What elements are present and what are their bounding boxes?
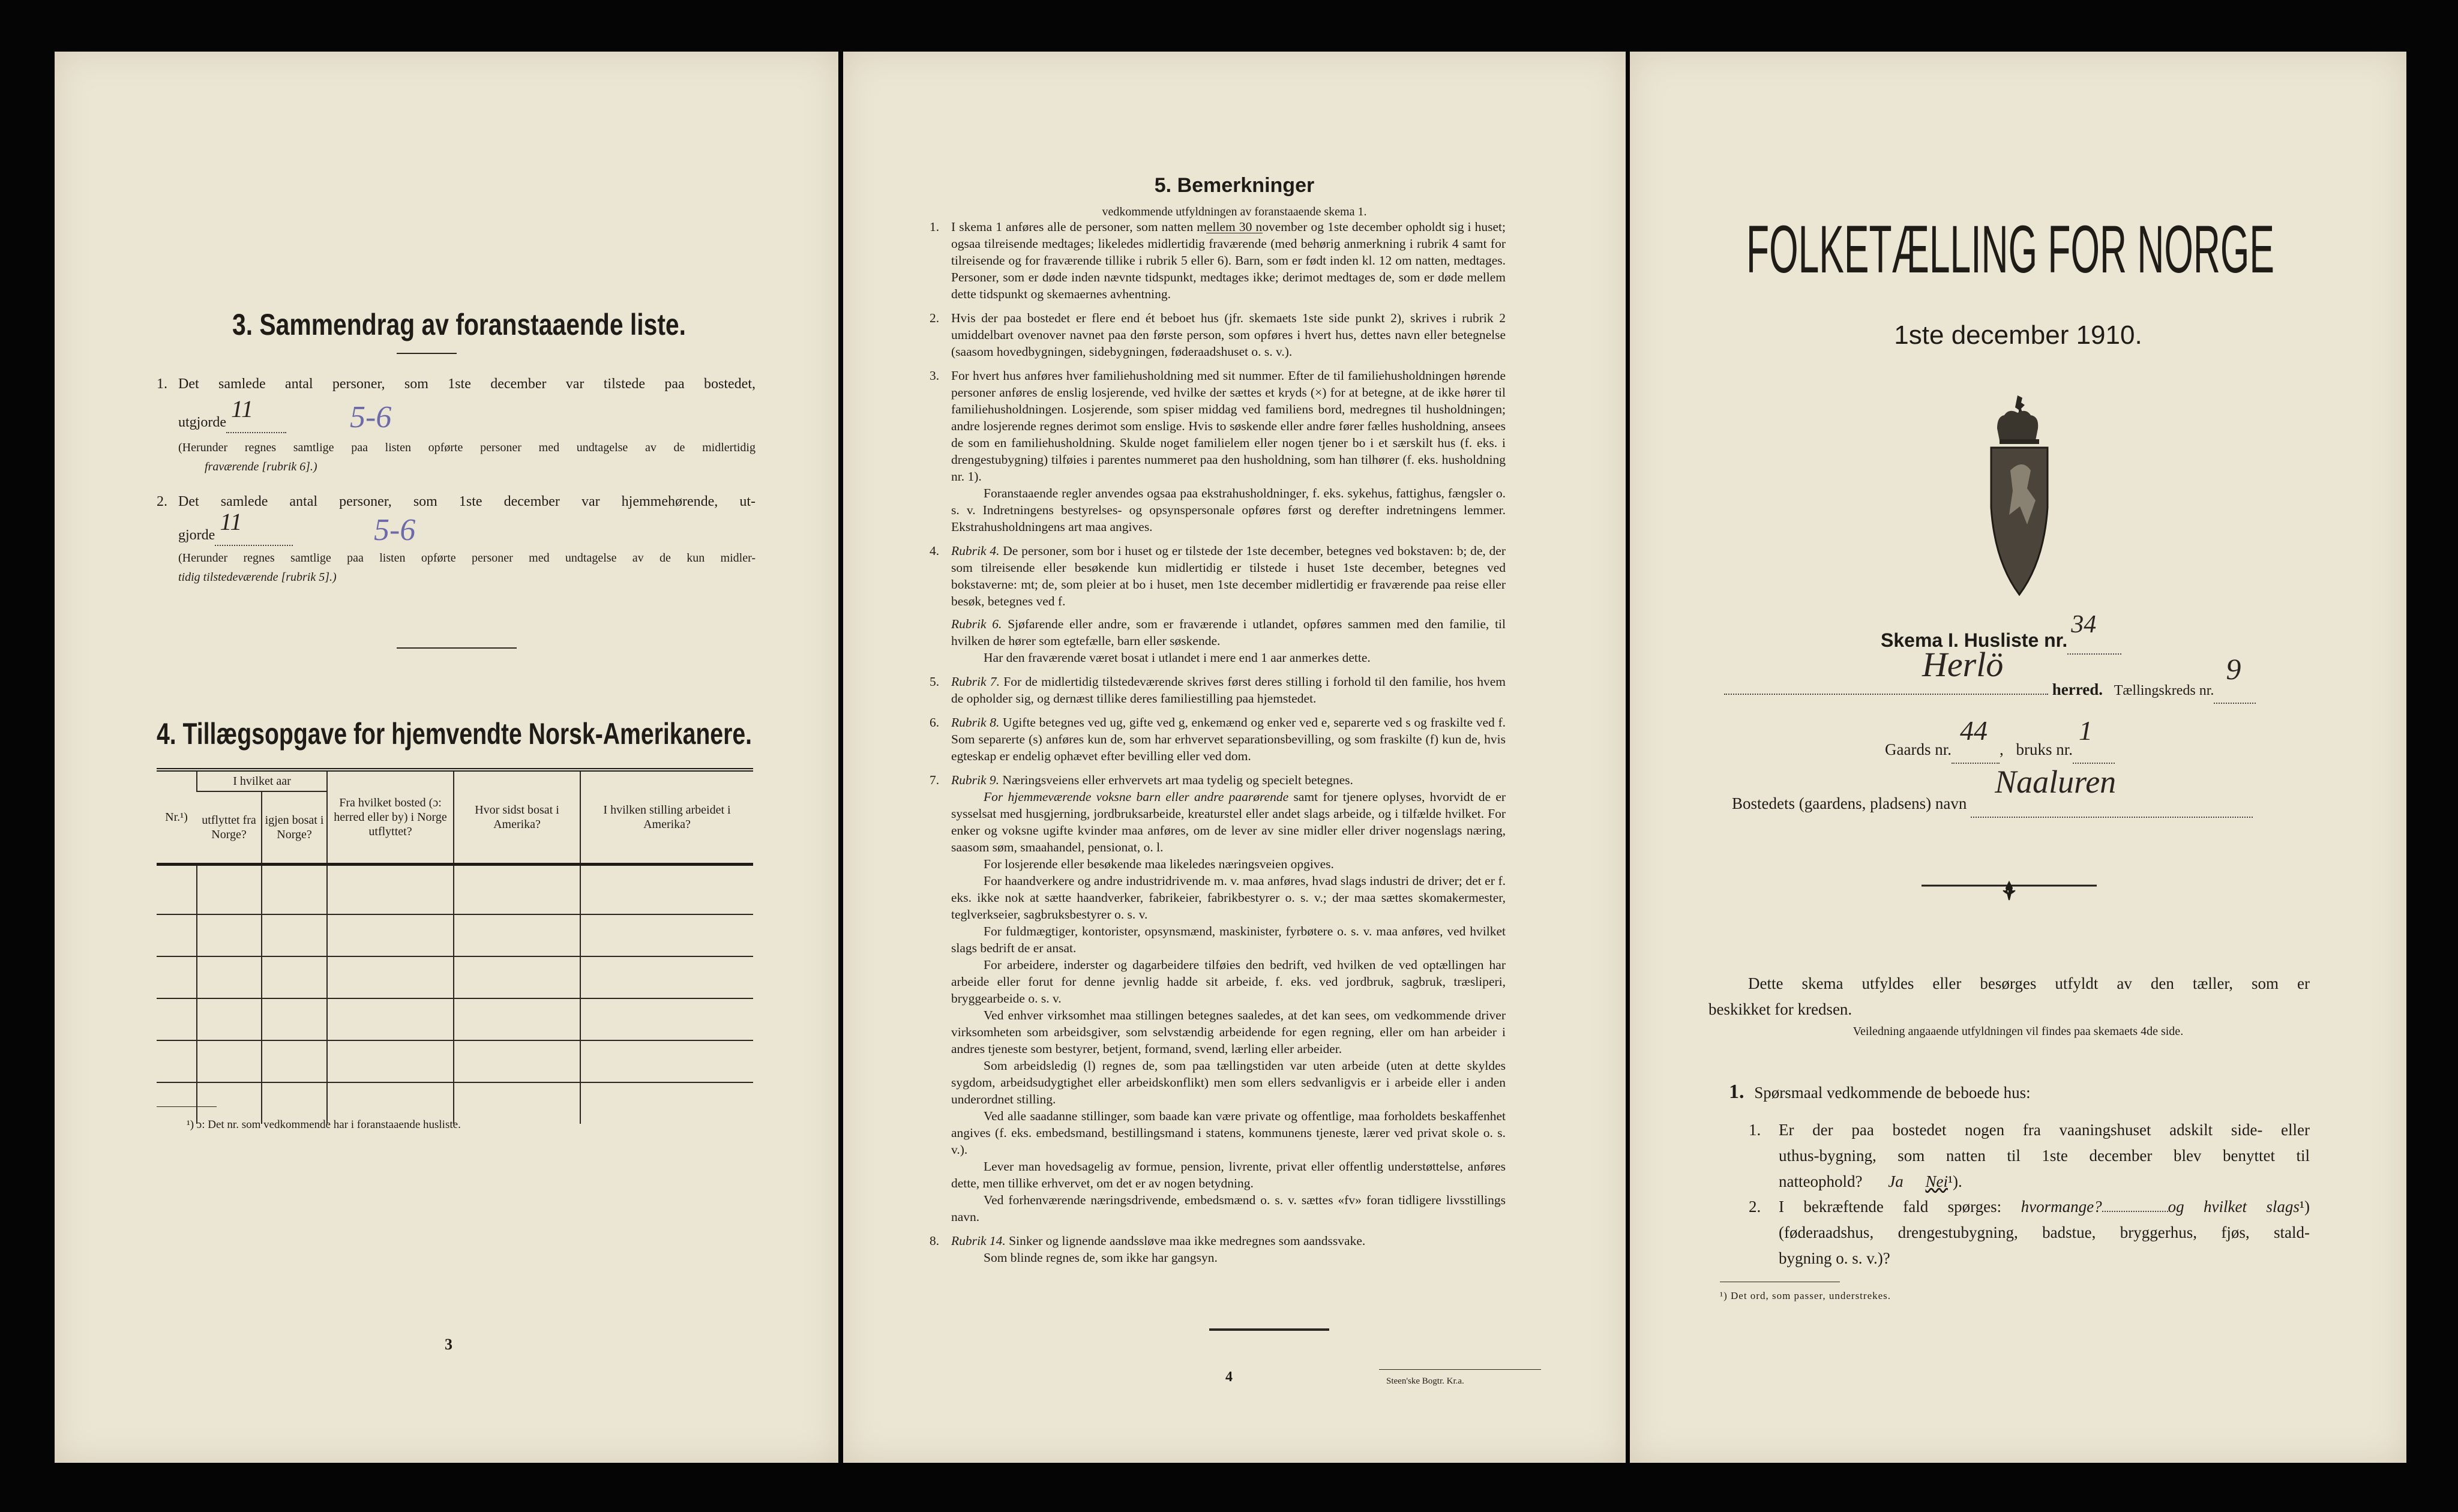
- remark-text: samt for tjenere oplyses, hvorvidt de er sysselsat med husgjerning, jordbruksarbeide, kreaturstel eller andet slags arbeide, og i tilfælde hvilket. For enker og voksne ugifte kvinder maa anføres, om de lever av sine midler eller driver nogenslags næring, saasom søm, smaahandel, pensionat, o. l.: [951, 790, 1506, 854]
- item-text: Det samlede antal personer, som 1ste december var hjemmehørende, ut-: [178, 494, 756, 509]
- svg-text:FOLKETÆLLING FOR NORGE: FOLKETÆLLING FOR NORGE: [1746, 212, 2274, 287]
- remark-number: 4.: [930, 544, 940, 558]
- question-number: 1.: [1749, 1121, 1761, 1139]
- remark-item: [930, 542, 1506, 610]
- footnote: ¹) ɔ: Det nr. som vedkommende har i foranstaaende husliste.: [187, 1118, 461, 1131]
- ornament-divider-icon: [1919, 880, 2099, 904]
- remark-subparagraph: [930, 1158, 1506, 1192]
- remark-item: [930, 367, 1506, 485]
- svg-text:4. Tillægsopgave for hjemvend: 4. Tillægsopgave for hjemvendte Norsk-Amerikanere.: [157, 717, 752, 751]
- remark-subparagraph: [930, 616, 1506, 649]
- gaard-field: Gaards nr. 44 , bruks nr. 1: [1885, 737, 2115, 764]
- remark-subparagraph: [930, 856, 1506, 872]
- remark-text: Sinker og lignende aandssløve maa ikke medregnes som aandssvake.: [1009, 1234, 1366, 1248]
- field-label: utgjorde: [178, 415, 226, 430]
- remark-text: For de midlertidig tilstedeværende skrives først deres stilling i forhold til den familie, hos hvem de opholder sig, og dernæst tillike deres familiestilling paa hjemstedet.: [951, 674, 1506, 706]
- remark-text: Ved enhver virksomhet maa stillingen betegnes saaledes, at det kan sees, om vedkommende driver virksomheten som arbeidsgiver, som selvstændig arbeidende for egen regning, eller om han arbeider i andres tjeneste som bestyrer, betjent, formand, svend, lærling eller arbeider.: [951, 1008, 1506, 1056]
- question-text: Er der paa bostedet nogen fra vaaningshuset adskilt side- eller: [1779, 1121, 2310, 1139]
- printer-imprint: Steen'ske Bogtr. Kr.a.: [1386, 1376, 1464, 1386]
- section-3-heading: [232, 306, 688, 342]
- census-title: [1746, 212, 2277, 287]
- page-4-remarks: [843, 52, 1626, 1463]
- remark-item: [930, 714, 1506, 764]
- question-text: I bekræftende fald spørges:: [1779, 1198, 2002, 1216]
- herred-label: herred.: [2052, 680, 2103, 698]
- bruks-label: bruks nr.: [2016, 740, 2073, 758]
- page-number: 4: [1225, 1369, 1233, 1385]
- question-text: og hvilket slags: [2168, 1198, 2300, 1216]
- remark-text: For arbeidere, inderster og dagarbeidere tilføies den bedrift, ved hvilken de ved optællingen har arbeide eller forut for denne jevnlig hadde sit arbeide, f. eks. ved jordbruk, sagbruk, træsliperi, bryggearbeide o. s. v.: [951, 958, 1506, 1006]
- remark-lead: For hjemmeværende voksne barn eller andre paarørende: [984, 790, 1289, 804]
- item-text: Det samlede antal personer, som 1ste december var tilstede paa bostedet,: [178, 376, 756, 392]
- field-label: gjorde: [178, 527, 215, 543]
- column-header-where: Hvor sidst bosat i Amerika?: [454, 770, 580, 865]
- census-date: 1ste december 1910.: [1894, 320, 2142, 350]
- footnote: ¹) Det ord, som passer, understrekes.: [1720, 1290, 1892, 1301]
- table-row: [157, 914, 753, 956]
- questions-heading: [1729, 1079, 2031, 1106]
- remarks-subtitle: vedkommende utfyldningen av foranstaaende skema 1.: [1102, 205, 1367, 218]
- remark-lead: Rubrik 7.: [951, 674, 1000, 689]
- column-header-nr: Nr.¹): [165, 811, 188, 824]
- remark-text: Som blinde regnes de, som ikke har gangsyn.: [984, 1250, 1218, 1265]
- remark-text: For hvert hus anføres hver familiehusholdning med sit nummer. Efter de til familiehusholdningen hørende personer anføres de enslig losjerende, ved hvilke der sættes et kryds (×) for at betegne, at de ikke hører til familiehusholdningen. Losjerende, som spiser middag ved familiens bord, medregnes til husholdningen; andre losjerende regnes derimot som enslige. Hvis to søskende eller andre fører fælles husholdning, ansees de som en familiehusholdning. Skulde noget familielem eller nogen tjener bo i et særskilt hus (f. eks. i drengestubygning) tilføies i parentes nummeret paa den husholdning, som han tilhører (f. eks. husholdning nr. 1).: [951, 368, 1506, 484]
- section-title: Spørsmaal vedkommende de beboede hus:: [1754, 1084, 2031, 1102]
- page-3-summary: [55, 52, 838, 1463]
- remarks-list: [930, 211, 1506, 1266]
- column-header-from: Fra hvilket bosted (ɔ: herred eller by) i Norge utflyttet?: [327, 770, 454, 865]
- column-header-emigrated: utflyttet fra Norge?: [202, 814, 256, 841]
- guidance-note: Veiledning angaaende utfyldningen vil findes paa skemaets 4de side.: [1853, 1025, 2184, 1038]
- remark-text: Foranstaaende regler anvendes ogsaa paa ekstrahusholdninger, f. eks. sykehus, fattighus, fængsler o. s. v. Indretningens bestyrelses- og opsynspersonale opføres først og derefter indretningens lemmer. Ekstrahusholdningens art maa angives.: [951, 486, 1506, 534]
- remark-subparagraph: [930, 788, 1506, 856]
- remark-item: [930, 772, 1506, 788]
- remark-lead: Rubrik 6.: [951, 617, 1002, 631]
- remark-text: Hvis der paa bostedet er flere end ét beboet hus (jfr. skemaets 1ste side punkt 2), skrives i rubrik 2 umiddelbart ovenover navnet paa den første person, som opføres i hvert hus, dettes navn eller betegnelse (saasom hovedbygningen, sidebygningen, føderaadshuset o. s. v.).: [951, 311, 1506, 359]
- table-row: [157, 956, 753, 998]
- remark-text: De personer, som bor i huset og er tilstede der 1ste december, betegnes ved bokstaven: b; de, der som tilreisende eller besøkende kun midlertidig er tilstede i huset 1ste december, betegnes ved bokstaverne: mt; de, som pleier at bo i huset, men 1ste december midlertidig er fraværende paa reise eller besøk, betegnes ved f.: [951, 544, 1506, 608]
- remark-lead: Rubrik 14.: [951, 1234, 1006, 1248]
- summary-item-2: [157, 492, 756, 587]
- herred-field: [1724, 645, 2294, 704]
- remark-text: Har den fraværende været bosat i utlandet i mere end 1 aar anmerkes dette.: [984, 650, 1371, 665]
- question-1: [1749, 1117, 2310, 1195]
- remarks-heading: 5. Bemerkninger: [1154, 174, 1315, 197]
- remark-number: 6.: [930, 715, 940, 730]
- kreds-value: 9: [2226, 652, 2241, 686]
- remark-text: Sjøfarende eller andre, som er fraværende i utlandet, opføres sammen med den familie, til hvilken de hører som egtefælle, barn eller søskende.: [951, 617, 1506, 648]
- remark-item: [930, 1232, 1506, 1249]
- remark-subparagraph: [930, 872, 1506, 923]
- remark-subparagraph: [930, 1192, 1506, 1225]
- answer-yes: Ja: [1888, 1172, 1904, 1190]
- question-text: natteophold?: [1779, 1172, 1863, 1190]
- remark-text: Ved forhenværende næringsdrivende, embedsmænd o. s. v. sættes «fv» foran tidligere livsstillings navn.: [951, 1193, 1506, 1224]
- remark-number: 2.: [930, 311, 940, 325]
- remark-text: Som arbeidsledig (l) regnes de, som paa tællingstiden var uten arbeide (uten at dette skyldes sygdom, arbeidsudygtighet eller arbeidskonflikt) men som ellers sedvanligvis er i arbeide eller i anden underordnet stilling.: [951, 1058, 1506, 1106]
- kreds-label: Tællingskreds nr.: [2114, 683, 2214, 698]
- table-row: [157, 865, 753, 915]
- bruks-value: 1: [2078, 715, 2093, 746]
- column-header-job: I hvilken stilling arbeidet i Amerika?: [580, 770, 753, 865]
- bosted-value: Naaluren: [1995, 764, 2117, 800]
- section-4-heading: [157, 715, 754, 751]
- remark-subparagraph: [930, 1007, 1506, 1057]
- remark-subparagraph: [930, 649, 1506, 666]
- page-1-cover: [1630, 52, 2406, 1463]
- remark-subparagraph: [930, 485, 1506, 535]
- question-text: hvormange?: [2021, 1198, 2102, 1216]
- column-group-year: I hvilket aar: [197, 770, 327, 791]
- note-text: (Herunder regnes samtlige paa listen opførte personer med undtagelse av de kun midler-: [178, 551, 756, 565]
- remark-text: For losjerende eller besøkende maa likeledes næringsveien opgives.: [984, 857, 1334, 871]
- pencil-annotation: 5-6: [350, 400, 392, 434]
- gaards-value: 44: [1959, 715, 1988, 746]
- remark-text: Ugifte betegnes ved ug, gifte ved g, enkemænd og enker ved e, separerte ved s og fraskilte ved f. Som separerte (s) anføres kun de, som har erhvervet separationsbevilling, og som fraskilte (f) kun de, hvis egteskap er endelig ophævet efter bevilling eller ved dom.: [951, 715, 1506, 763]
- bosted-field: [1732, 764, 2253, 818]
- remark-text: Næringsveiens eller erhvervets art maa tydelig og specielt betegnes.: [1002, 773, 1353, 787]
- intro-line: beskikket for kredsen.: [1708, 1000, 1853, 1018]
- remark-text: For haandverkere og andre industridrivende m. v. maa anføres, hvad slags industri de driver; det er f. eks. ikke nok at sætte haandverker, fabrikeier, fabrikbestyrer o. s. v.; der maa sættes skomakermester, teglverkseier, sagbruksbestyrer o. s. v.: [951, 874, 1506, 922]
- item-number: 2.: [157, 494, 167, 509]
- remark-subparagraph: [930, 956, 1506, 1007]
- intro-text: [1708, 971, 2310, 1022]
- remark-subparagraph: [930, 1057, 1506, 1108]
- remark-number: 8.: [930, 1234, 940, 1248]
- remark-subparagraph: [930, 1108, 1506, 1158]
- norwegian-american-table: [157, 768, 753, 1124]
- item-number: 1.: [157, 376, 167, 392]
- note-text: fraværende [rubrik 6].): [205, 460, 317, 473]
- remark-lead: Rubrik 4.: [951, 544, 1000, 558]
- note-text: (Herunder regnes samtlige paa listen opførte personer med undtagelse av de midlertidig: [178, 441, 756, 454]
- remark-number: 1.: [930, 220, 940, 234]
- remark-subparagraph: [930, 1249, 1506, 1266]
- question-text: uthus-bygning, som natten til 1ste december blev benyttet til: [1779, 1147, 2310, 1165]
- intro-line: Dette skema utfyldes eller besørges utfyldt av den tæller, som er: [1748, 974, 2310, 992]
- remark-number: 3.: [930, 368, 940, 383]
- present-count-value: 11: [230, 395, 254, 422]
- remark-item: [930, 673, 1506, 707]
- remark-number: 5.: [930, 674, 940, 689]
- note-text: tidig tilstedeværende [rubrik 5].): [178, 571, 337, 584]
- page-number: 3: [445, 1336, 452, 1353]
- svg-text:3. Sammendrag av foranstaaend: 3. Sammendrag av foranstaaende liste.: [232, 308, 686, 341]
- question-2: [1749, 1194, 2310, 1271]
- gaards-label: Gaards nr.: [1885, 740, 1952, 758]
- remark-text: I skema 1 anføres alle de personer, som natten mellem 30 november og 1ste december opholdt sig i huset; ogsaa tilreisende medtages; likeledes midlertidig fraværende (med behørig anmerkning i rubrik 4 samt for tilreisende og for fraværende tillike i rubrik 5 eller 6). Barn, som er født inden kl. 12 om natten, medtages. Personer, som er døde inden nævnte tidspunkt, medtages ikke; derimot medtages de, som er døde mellem dette tidspunkt og skemaernes avhentning.: [951, 220, 1506, 301]
- table-row: [157, 1040, 753, 1082]
- remark-text: Ved alle saadanne stillinger, som baade kan være private og offentlige, maa forholdets beskaffenhet angives (f. eks. embedsmand, bestillingsmand i statens, kommunens tjeneste, lærer ved privat skole o. s. v.).: [951, 1109, 1506, 1157]
- section-number: 1.: [1729, 1081, 1744, 1103]
- skema-label: Skema I. Husliste nr.: [1881, 629, 2068, 651]
- remark-text: For fuldmægtiger, kontorister, opsynsmænd, maskinister, fyrbøtere o. s. v. maa anføres, ved hvilket slags bedrift de er ansat.: [951, 924, 1506, 955]
- remark-lead: Rubrik 9.: [951, 773, 1000, 787]
- resident-count-value: 11: [220, 508, 242, 535]
- column-header-returned: igjen bosat i Norge?: [262, 791, 327, 865]
- table-row: [157, 1082, 753, 1124]
- remark-text: Lever man hovedsagelig av formue, pension, livrente, privat eller offentlig understøttelse, anføres dette, men tillike erhvervet, om det er av nogen betydning.: [951, 1159, 1506, 1190]
- table-row: [157, 998, 753, 1040]
- summary-item-1: [157, 374, 756, 476]
- question-text: bygning o. s. v.)?: [1779, 1249, 1890, 1267]
- question-number: 2.: [1749, 1198, 1761, 1216]
- husliste-number-value: 34: [2071, 611, 2097, 638]
- remark-item: [930, 218, 1506, 302]
- pencil-annotation: 5-6: [374, 513, 416, 547]
- remark-item: [930, 310, 1506, 360]
- norway-coat-of-arms-icon: [1986, 392, 2052, 596]
- question-text: (føderaadshus, drengestubygning, badstue, bryggerhus, fjøs, stald-: [1779, 1223, 2310, 1241]
- footnote-ref: ¹): [2299, 1198, 2310, 1216]
- herred-value: Herlö: [1922, 645, 2004, 684]
- remark-number: 7.: [930, 773, 940, 787]
- remark-subparagraph: [930, 923, 1506, 956]
- bosted-label: Bostedets (gaardens, pladsens) navn: [1732, 794, 1967, 812]
- footnote-ref: ¹).: [1947, 1172, 1962, 1190]
- answer-no-underlined: Nei: [1925, 1172, 1948, 1190]
- remark-lead: Rubrik 8.: [951, 715, 1000, 730]
